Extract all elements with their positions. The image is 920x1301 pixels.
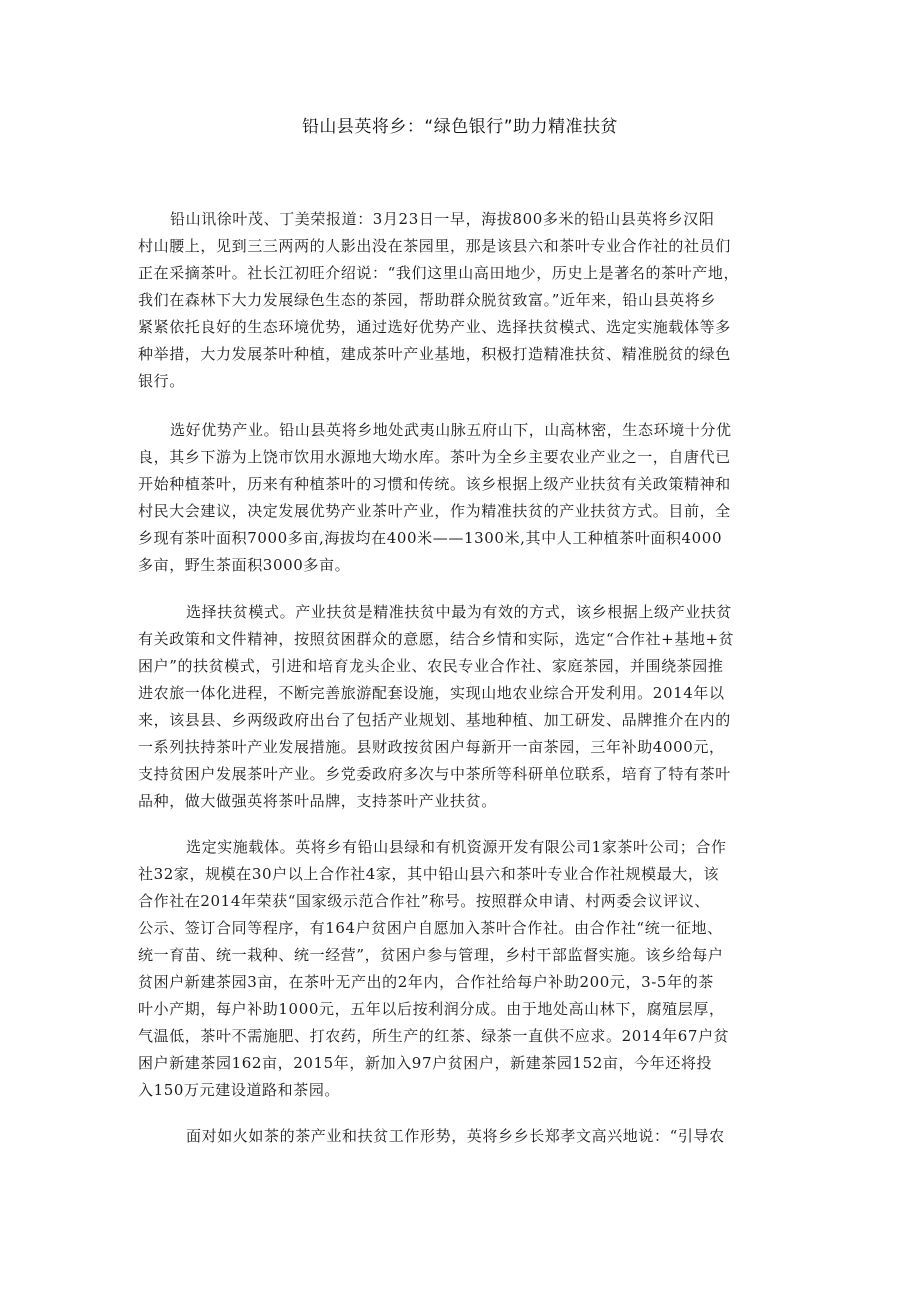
text-line: 选好优势产业。铅山县英将乡地处武夷山脉五府山下，山高林密，生态环境十分优: [170, 421, 732, 439]
text-line: 品种，做大做强英将茶叶品牌，支持茶叶产业扶贫。: [138, 792, 497, 810]
text-line: 困户新建茶园162亩，2015年，新加入97户贫困户，新建茶园152亩，今年还将投: [138, 1054, 713, 1072]
text-line: 多亩，野生茶面积3000多亩。: [138, 556, 351, 574]
text-line: 选定实施载体。英将乡有铅山县绿和有机资源开发有限公司1家茶叶公司；合作: [186, 838, 727, 856]
text-line: 统一育苗、统一栽种、统一经营”，贫困户参与管理，乡村干部监督实施。该乡给每户: [138, 946, 724, 964]
text-line: 银行。: [138, 372, 185, 390]
text-line: 面对如火如茶的茶产业和扶贫工作形势，英将乡乡长郑孝文高兴地说：“引导农: [186, 1127, 725, 1145]
text-line: 进农旅一体化进程，不断完善旅游配套设施，实现山地农业综合开发利用。2014年以: [138, 684, 725, 702]
text-line: 选择扶贫模式。产业扶贫是精准扶贫中最为有效的方式，该乡根据上级产业扶贫: [186, 603, 733, 621]
paragraph-intro: [138, 206, 798, 395]
text-line: 良，其乡下游为上饶市饮用水源地大坳水库。茶叶为全乡主要农业产业之一，自唐代已: [138, 448, 731, 466]
text-line: 村山腰上，见到三三两两的人影出没在茶园里，那是该县六和茶叶专业合作社的社员们: [138, 237, 731, 255]
text-line: 乡现有茶叶面积7000多亩,海拔均在400米——1300米,其中人工种植茶叶面积4000: [138, 529, 723, 547]
text-line: 一系列扶持茶叶产业发展措施。县财政按贫困户每新开一亩茶园，三年补助4000元，: [138, 738, 725, 756]
text-line: 开始种植茶叶，历来有种植茶叶的习惯和传统。该乡根据上级产业扶贫有关政策精神和: [138, 475, 731, 493]
paragraph-implementation-carrier: [138, 834, 798, 1104]
text-line: 贫困户新建茶园3亩，在茶叶无产出的2年内，合作社给每户补助200元，3-5年的茶: [138, 973, 714, 991]
paragraph-advantage-industry: [138, 417, 798, 579]
text-line: 社32家，规模在30户以上合作社4家，其中铅山县六和茶叶专业合作社规模最大，该: [138, 865, 720, 883]
text-line: 叶小产期，每户补助1000元，五年以后按利润分成。由于地处高山林下，腐殖层厚，: [138, 1000, 725, 1018]
text-line: 支持贫困户发展茶叶产业。乡党委政府多次与中茶所等科研单位联系，培育了特有茶叶: [138, 765, 731, 783]
text-line: 入150万元建设道路和茶园。: [138, 1081, 341, 1099]
text-line: 紧紧依托良好的生态环境优势，通过选好优势产业、选择扶贫模式、选定实施载体等多: [138, 318, 731, 336]
text-line: 困户”的扶贫模式，引进和培育龙头企业、农民专业合作社、家庭茶园，并围绕茶园推: [138, 657, 724, 675]
paragraph-closing: [138, 1123, 798, 1150]
text-line: 铅山讯徐叶茂、丁美荣报道：3月23日一早，海拔800多米的铅山县英将乡汉阳: [170, 210, 715, 228]
text-line: 合作社在2014年荣获“国家级示范合作社”称号。按照群众申请、村两委会议评议、: [138, 892, 710, 910]
text-line: 来，该县县、乡两级政府出台了包括产业规划、基地种植、加工研发、品牌推介在内的: [138, 711, 731, 729]
text-line: 村民大会建议，决定发展优势产业茶叶产业，作为精准扶贫的产业扶贫方式。目前，全: [138, 502, 731, 520]
text-line: 公示、签订合同等程序，有164户贫困户自愿加入茶叶合作社。由合作社“统一征地、: [138, 919, 723, 937]
paragraph-poverty-model: [138, 599, 798, 815]
text-line: 正在采摘茶叶。社长江初旺介绍说：“我们这里山高田地少，历史上是著名的茶叶产地，: [138, 264, 740, 282]
text-line: 气温低，茶叶不需施肥、打农药，所生产的红茶、绿茶一直供不应求。2014年67户贫: [138, 1027, 730, 1045]
text-line: 我们在森林下大力发展绿色生态的茶园，帮助群众脱贫致富。”近年来，铅山县英将乡: [138, 291, 716, 309]
text-line: 种举措，大力发展茶叶种植，建成茶叶产业基地，积极打造精准扶贫、精准脱贫的绿色: [138, 345, 731, 363]
article-title: 铅山县英将乡：“绿色银行”助力精准扶贫: [301, 117, 619, 137]
text-line: 有关政策和文件精神，按照贫困群众的意愿，结合乡情和实际，选定“合作社+基地+贫: [138, 630, 735, 648]
